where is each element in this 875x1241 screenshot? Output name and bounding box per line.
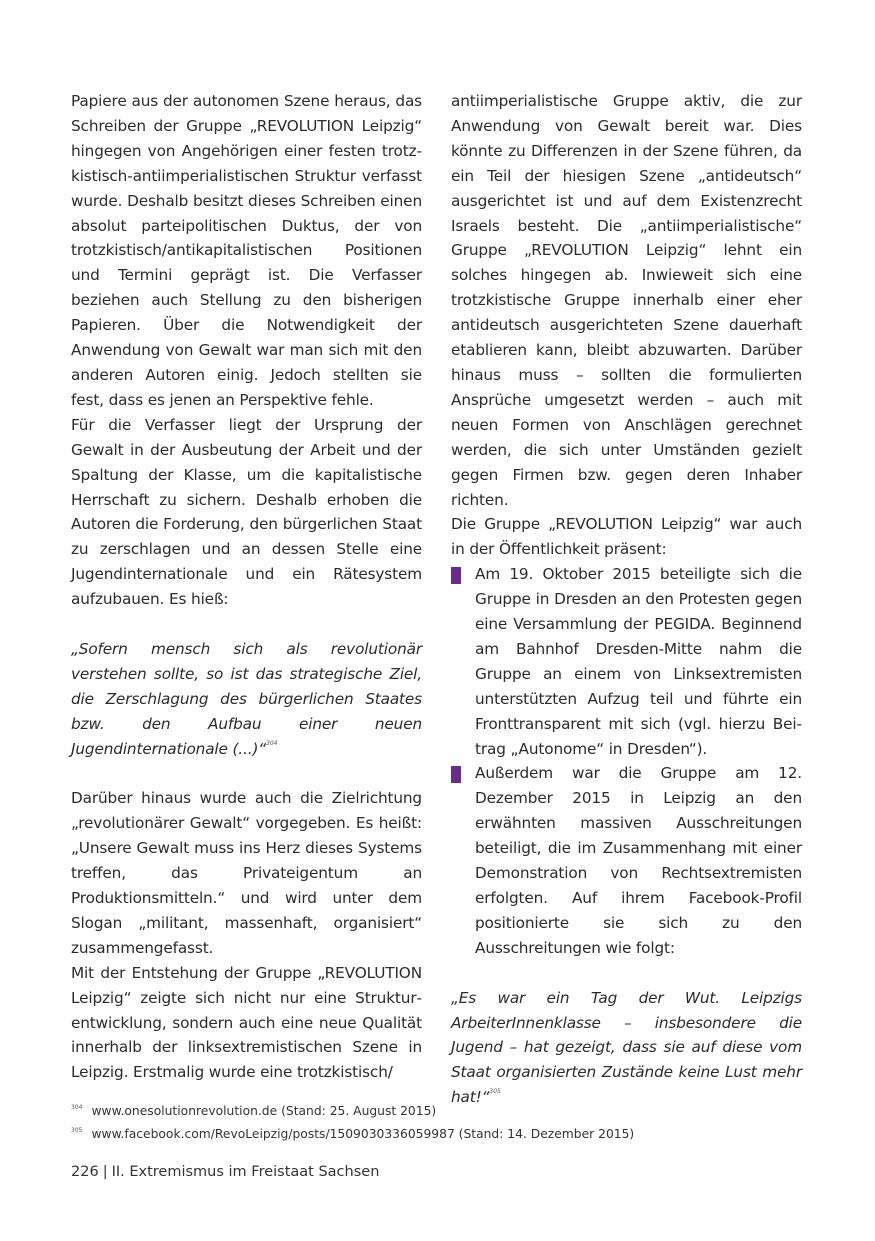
section-title: II. Extremismus im Freistaat Sachsen — [111, 1164, 380, 1180]
quote-block — [451, 986, 802, 1111]
footnote-ref[interactable]: 304 — [266, 739, 278, 747]
paragraph: Darüber hinaus wurde auch die Zielrichtung „revolutionärer Gewalt“ vorgegeben. Es heißt: „Unsere Gewalt muss ins Herz dieses Systems treffen, das Privateigentum an Produktionsmitteln.“ und wird unter dem Slogan „militant, massenhaft, organisiert“ zusammengefasst. — [71, 789, 422, 957]
list-item-text: Außerdem war die Gruppe am 12. Dezember 2015 in Leipzig an den erwähnten massiven Ausschreitungen beteiligt, die im Zusammenhang mit einer Demonstration von Rechtsextremisten erfolgten. Auf ihrem Facebook-Profil positionierte sie sich zu den Ausschreitungen wie folgt: — [475, 764, 802, 957]
bullet-marker-icon — [451, 766, 461, 783]
paragraph: Mit der Entstehung der Gruppe „REVOLUTION Leipzig“ zeigte sich nicht nur eine Strukturentwicklung, sondern auch eine neue Qualität innerhalb der linksextremistischen Szene in Leipzig. Erstmalig wurde eine trotzkistisch/ — [71, 963, 422, 1082]
paragraph: Papiere aus der autonomen Szene heraus, das Schreiben der Gruppe „REVOLUTION Leipzig“ hingegen von Angehörigen einer festen trotzkistisch-antiimperialistischen Struktur verfasst wurde. Deshalb besitzt dieses Schreiben einen absolut parteipolitischen Duktus, der von trotzkistisch/antikapitalistischen Positionen und Termini geprägt ist. Die Verfasser beziehen auch Stellung zu den bisherigen Papieren. Über die Notwendigkeit der Anwendung von Gewalt war man sich mit den anderen Autoren einig. Jedoch stellten sie fest, dass es jenen an Perspektive fehle. — [71, 92, 422, 409]
footnote-link[interactable]: www.facebook.com/RevoLeipzig/posts/1509030336059987 (Stand: 14. Dezember 2015) — [91, 1127, 635, 1141]
paragraph: antiimperialistische Gruppe aktiv, die zur Anwendung von Gewalt bereit war. Dies könnte zu Differenzen in der Szene führen, da ein Teil der hiesigen Szene „antideutsch“ ausgerichtet ist und auf dem Existenzrecht Israels besteht. Die „antiimperialistische“ Gruppe „REVOLUTION Leipzig“ lehnt ein solches hingegen ab. Inwieweit sich eine trotzkistische Gruppe innerhalb einer eher antideutsch ausgerichteten Szene dauerhaft etablieren kann, bleibt abzuwarten. Darüber hinaus muss – sollten die formulierten Ansprüche umgesetzt werden – auch mit neuen Formen von Anschlägen gerechnet werden, die sich unter Umständen gezielt gegen Firmen bzw. gegen deren Inhaber richten. — [451, 92, 802, 509]
footnote-link[interactable]: www.onesolutionrevolution.de (Stand: 25. August 2015) — [91, 1104, 437, 1118]
list-item — [451, 761, 802, 960]
quote-text: „Es war ein Tag der Wut. Leipzigs ArbeiterInnenklasse – insbesondere die Jugend – hat gezeigt, dass sie auf diese vom Staat organisierten Zustände keine Lust mehr hat!“ — [451, 988, 802, 1107]
right-column — [451, 89, 802, 1110]
bullet-list — [451, 562, 802, 961]
footnote — [71, 1098, 831, 1121]
footnote — [71, 1121, 831, 1144]
page-number: 226 — [71, 1164, 99, 1180]
left-column — [71, 89, 422, 1085]
quote-block — [71, 637, 422, 762]
footnote-number: 305 — [71, 1127, 83, 1134]
paragraph: Die Gruppe „REVOLUTION Leipzig“ war auch in der Öffentlichkeit präsent: — [451, 515, 802, 559]
list-item — [451, 562, 802, 761]
list-item-text: Am 19. Oktober 2015 beteiligte sich die Gruppe in Dresden an den Protesten gegen eine Versammlung der PEGIDA. Beginnend am Bahnhof Dresden-Mitte nahm die Gruppe an einem von Linksextremisten unterstützten Aufzug teil und führte ein Fronttransparent mit sich (vgl. hierzu Beitrag „Autonome“ in Dresden“). — [475, 565, 802, 758]
footnote-ref[interactable]: 305 — [489, 1088, 501, 1096]
paragraph: Für die Verfasser liegt der Ursprung der Gewalt in der Ausbeutung der Arbeit und der Spaltung der Klasse, um die kapitalistische Herrschaft zu sichern. Deshalb erhoben die Autoren die Forderung, den bürgerlichen Staat zu zerschlagen und an dessen Stelle eine Jugendinternationale und ein Rätesystem aufzubauen. Es hieß: — [71, 415, 422, 609]
page-footer — [71, 1164, 379, 1180]
bullet-marker-icon — [451, 567, 461, 584]
footnotes — [71, 1098, 831, 1144]
footnote-number: 304 — [71, 1104, 83, 1111]
quote-text: „Sofern mensch sich als revolutionär verstehen sollte, so ist das strategische Ziel, die Zerschlagung des bürgerlichen Staates bzw. den Aufbau einer neuen Jugendinternationale (...)“ — [71, 639, 422, 758]
footer-separator: | — [102, 1164, 108, 1180]
